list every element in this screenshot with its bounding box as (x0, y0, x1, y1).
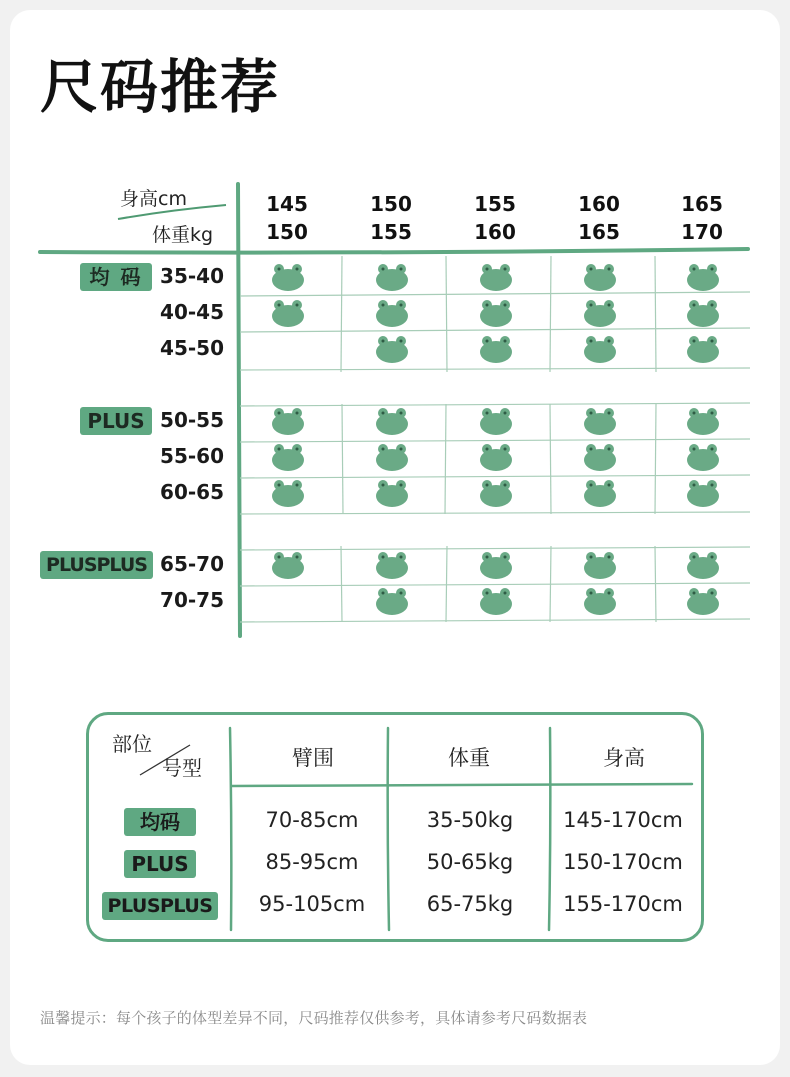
table-cell: 70-85cm (265, 808, 359, 832)
table-cell: 150-170cm (563, 850, 683, 874)
table-cell: 35-50kg (426, 808, 514, 832)
table-corner-part: 部位 (112, 732, 152, 756)
tip-note: 温馨提示：每个孩子的体型差异不同，尺码推荐仅供参考，具体请参考尺码数据表 (40, 1009, 588, 1027)
table-header-height: 身高 (603, 746, 645, 770)
tag-plusplus: PLUSPLUS (40, 551, 153, 579)
height-column-4: 160 165 (578, 192, 620, 244)
tag-one-size: 均 码 (80, 263, 152, 291)
table-size-plusplus: PLUSPLUS (102, 892, 218, 920)
table-cell: 85-95cm (265, 850, 359, 874)
table-header-arm: 臂围 (292, 746, 334, 770)
weight-row-label: 65-70 (160, 552, 224, 576)
page-title: 尺码推荐 (40, 53, 281, 121)
table-size-one-size: 均码 (124, 808, 196, 836)
height-column-5: 165 170 (681, 192, 723, 244)
table-header-weight: 体重 (448, 746, 490, 770)
weight-row-label: 70-75 (160, 588, 224, 612)
table-cell: 50-65kg (426, 850, 514, 874)
weight-row-label: 50-55 (160, 408, 224, 432)
height-axis-label: 身高cm (120, 188, 187, 210)
tag-plus: PLUS (80, 407, 152, 435)
height-column-2: 150 155 (370, 192, 412, 244)
weight-row-label: 55-60 (160, 444, 224, 468)
weight-row-label: 60-65 (160, 480, 224, 504)
table-cell: 95-105cm (258, 892, 366, 916)
table-cell: 155-170cm (563, 892, 683, 916)
weight-row-label: 45-50 (160, 336, 224, 360)
weight-row-label: 40-45 (160, 300, 224, 324)
table-cell: 65-75kg (426, 892, 514, 916)
weight-axis-label: 体重kg (152, 224, 214, 246)
table-size-plus: PLUS (124, 850, 196, 878)
table-corner-size: 号型 (162, 756, 202, 780)
table-cell: 145-170cm (563, 808, 683, 832)
weight-row-label: 35-40 (160, 264, 224, 288)
height-column-1: 145 150 (266, 192, 308, 244)
height-column-3: 155 160 (474, 192, 516, 244)
